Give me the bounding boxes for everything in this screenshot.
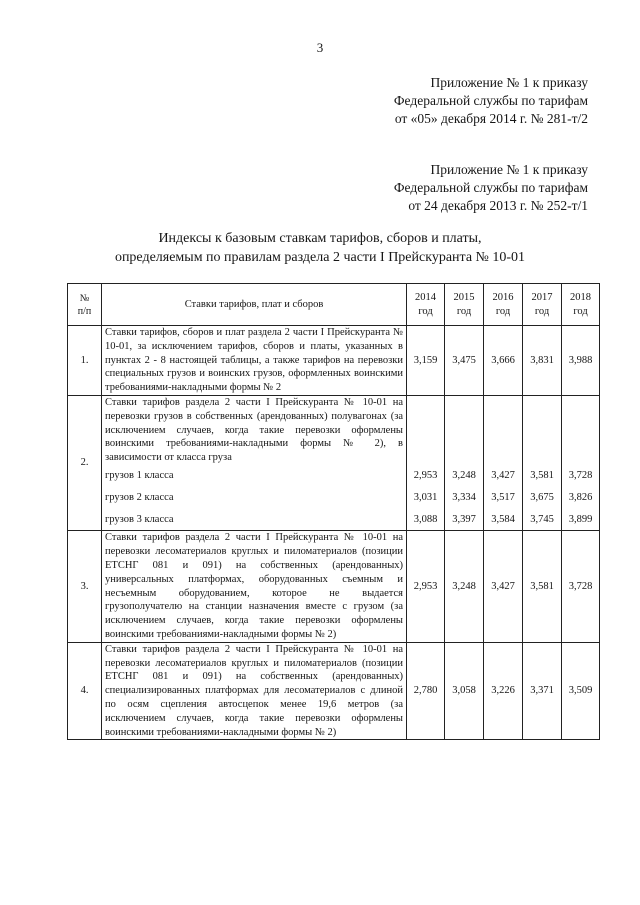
value-cell: 3,427 xyxy=(484,465,523,487)
header-num-line: п/п xyxy=(77,305,92,317)
column-header-year xyxy=(562,284,600,326)
title-line: определяемым по правилам раздела 2 части I Прейскуранта № 10-01 xyxy=(114,250,526,265)
row-number: 2. xyxy=(68,395,102,530)
value-cell: 3,988 xyxy=(562,326,600,396)
value-cell xyxy=(562,395,600,464)
value-cell: 3,728 xyxy=(562,465,600,487)
column-header-number xyxy=(68,284,102,326)
table-subrow xyxy=(68,465,600,487)
value-cell xyxy=(484,395,523,464)
table-row xyxy=(68,326,600,396)
row-description: Ставки тарифов раздела 2 части I Прейскуранта № 10-01 на перевозки грузов в собственных (арендованных) полувагонах (за исключением случаев, когда такие перевозки оформлены воинскими требованиями-накладными формы № 2), в зависимости от класса груза xyxy=(102,395,407,464)
value-cell: 3,475 xyxy=(445,326,484,396)
year-unit: год xyxy=(456,305,472,317)
cargo-class-label: грузов 3 класса xyxy=(102,509,407,531)
value-cell: 3,584 xyxy=(484,509,523,531)
row-description: Ставки тарифов раздела 2 части I Прейскуранта № 10-01 на перевозки лесоматериалов круглых и пиломатериалов (позиции ЕТСНГ 081 и 091) на собственных (арендованных) универсальных платформах, оборудованных съемным и несъемным оборудованием, которое не выдается грузополучателю на станции назначения вместе с грузом (за исключением случаев, когда такие перевозки оформлены воинскими требованиями-накладными формы № 2) xyxy=(102,531,407,642)
value-cell: 3,666 xyxy=(484,326,523,396)
value-cell: 3,088 xyxy=(407,509,445,531)
tariff-index-table xyxy=(67,283,600,740)
header-line: от 24 декабря 2013 г. № 252-т/1 xyxy=(408,198,588,213)
year-label: 2018 xyxy=(570,291,591,303)
table-row xyxy=(68,395,600,464)
table-subrow xyxy=(68,509,600,531)
value-cell: 3,371 xyxy=(523,642,562,740)
year-label: 2016 xyxy=(492,291,514,303)
title-line: Индексы к базовым ставкам тарифов, сборов и платы, xyxy=(158,231,482,246)
order-annex-header-2014 xyxy=(394,74,588,128)
value-cell: 3,226 xyxy=(484,642,523,740)
row-description: Ставки тарифов, сборов и плат раздела 2 части I Прейскуранта № 10-01, за исключением тарифов, сборов и платы, указанных в пунктах 2 - 8 настоящей таблицы, а также тарифов на перевозки специальных грузов и воинских грузов, оформленных воинскими требованиями-накладными формы № 2 xyxy=(102,326,407,396)
value-cell: 3,031 xyxy=(407,487,445,509)
value-cell: 3,826 xyxy=(562,487,600,509)
column-header-year xyxy=(523,284,562,326)
page-number: 3 xyxy=(316,40,324,55)
table-row xyxy=(68,642,600,740)
value-cell: 3,248 xyxy=(445,531,484,642)
value-cell: 3,427 xyxy=(484,531,523,642)
value-cell: 3,831 xyxy=(523,326,562,396)
header-line: Федеральной службы по тарифам xyxy=(393,180,588,195)
year-unit: год xyxy=(534,305,550,317)
row-number: 3. xyxy=(68,531,102,642)
table-header-row xyxy=(68,284,600,326)
table-row xyxy=(68,531,600,642)
column-header-rates: Ставки тарифов, плат и сборов xyxy=(102,284,407,326)
value-cell xyxy=(407,395,445,464)
value-cell: 3,248 xyxy=(445,465,484,487)
header-line: Приложение № 1 к приказу xyxy=(430,162,588,177)
year-label: 2015 xyxy=(453,291,475,303)
value-cell: 3,058 xyxy=(445,642,484,740)
year-unit: год xyxy=(418,305,433,317)
header-line: Федеральной службы по тарифам xyxy=(393,93,588,108)
header-num-line: № xyxy=(79,292,90,304)
table-subrow xyxy=(68,487,600,509)
value-cell: 2,953 xyxy=(407,531,445,642)
row-number: 1. xyxy=(68,326,102,396)
value-cell: 3,509 xyxy=(562,642,600,740)
year-unit: год xyxy=(495,305,511,317)
row-description: Ставки тарифов раздела 2 части I Прейскуранта № 10-01 на перевозки лесоматериалов круглых и пиломатериалов (позиции ЕТСНГ 081 и 091) на собственных (арендованных) специализированных платформах для лесоматериалов с длиной по осям сцепления автосцепок менее 19,6 метров (за исключением случаев, когда такие перевозки оформлены воинскими требованиями-накладными формы № 2) xyxy=(102,642,407,740)
year-label: 2017 xyxy=(531,291,553,303)
year-label: 2014 xyxy=(415,291,436,303)
value-cell xyxy=(523,395,562,464)
year-unit: год xyxy=(573,305,588,317)
value-cell: 3,159 xyxy=(407,326,445,396)
value-cell: 3,899 xyxy=(562,509,600,531)
value-cell: 3,397 xyxy=(445,509,484,531)
value-cell xyxy=(445,395,484,464)
value-cell: 3,581 xyxy=(523,531,562,642)
value-cell: 3,517 xyxy=(484,487,523,509)
value-cell: 3,581 xyxy=(523,465,562,487)
column-header-year xyxy=(445,284,484,326)
header-line: от «05» декабря 2014 г. № 281-т/2 xyxy=(394,111,588,126)
value-cell: 3,334 xyxy=(445,487,484,509)
header-line: Приложение № 1 к приказу xyxy=(430,75,588,90)
value-cell: 3,728 xyxy=(562,531,600,642)
column-header-year xyxy=(407,284,445,326)
cargo-class-label: грузов 2 класса xyxy=(102,487,407,509)
document-title xyxy=(0,229,640,267)
row-number: 4. xyxy=(68,642,102,740)
value-cell: 2,953 xyxy=(407,465,445,487)
cargo-class-label: грузов 1 класса xyxy=(102,465,407,487)
value-cell: 2,780 xyxy=(407,642,445,740)
order-annex-header-2013 xyxy=(394,161,588,215)
column-header-year xyxy=(484,284,523,326)
value-cell: 3,675 xyxy=(523,487,562,509)
value-cell: 3,745 xyxy=(523,509,562,531)
